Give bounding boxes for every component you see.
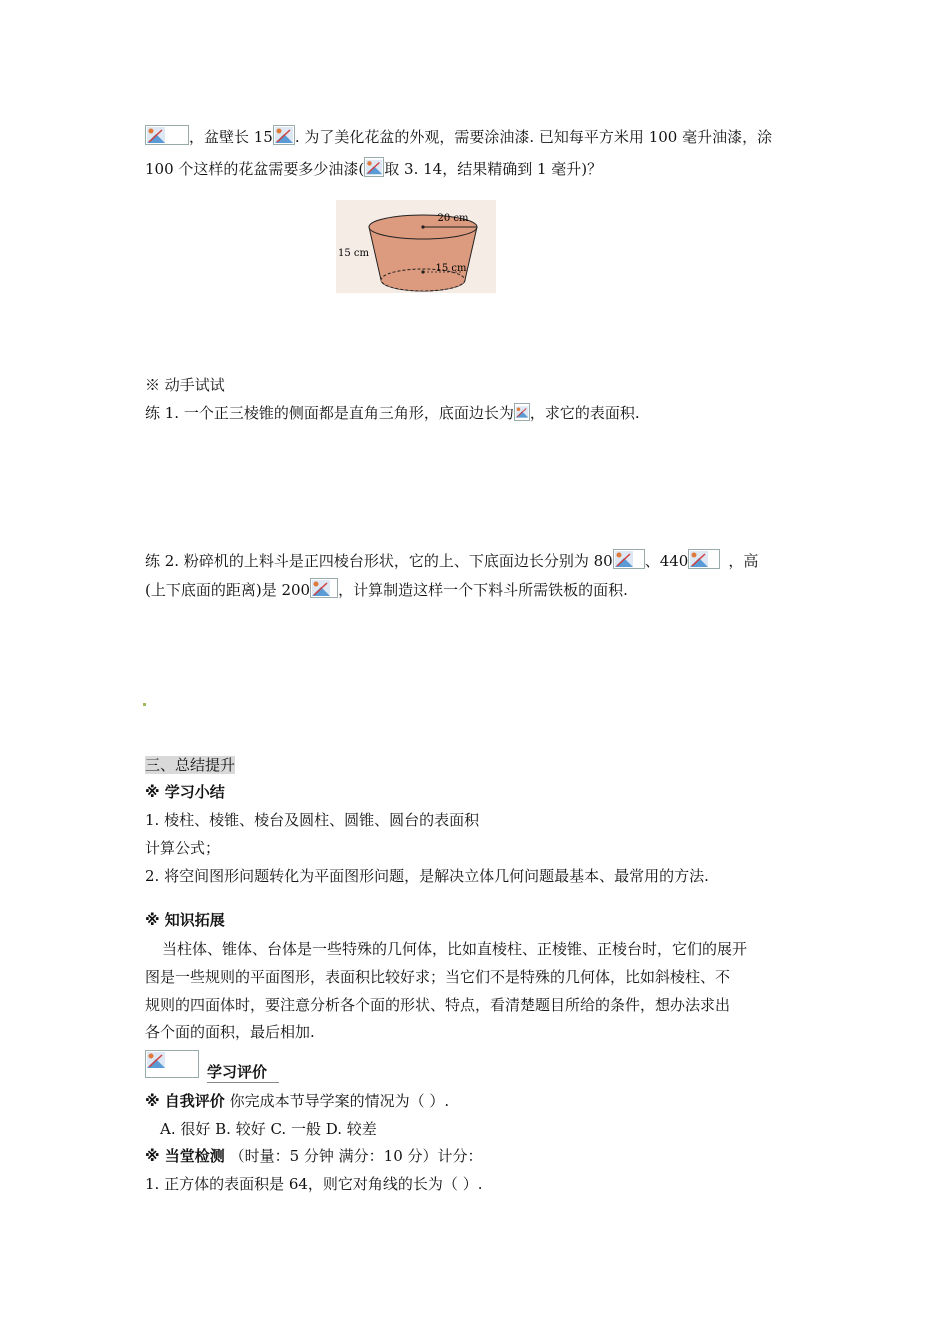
extension-p2: 图是一些规则的平面图形，表面积比较好求；当它们不是特殊的几何体，比如斜棱柱、不: [145, 968, 731, 986]
bottom-radius-label: 15 cm: [435, 263, 467, 274]
exercise-2-line-1: 练 2. 粉碎机的上料斗是正四棱台形状，它的上、下底面边长分别为 80 、440 ，高: [145, 549, 758, 571]
broken-image-icon: [145, 1050, 199, 1078]
evaluation-options: A. 很好 B. 较好 C. 一般 D. 较差: [160, 1120, 377, 1138]
try-heading: ※ 动手试试: [145, 376, 225, 394]
evaluation-header: [145, 1050, 279, 1080]
top-radius-label: 20 cm: [437, 213, 469, 224]
broken-image-icon: [310, 578, 338, 598]
summary-item-2: 2. 将空间图形问题转化为平面图形问题，是解决立体几何问题最基本、最常用的方法.: [145, 867, 709, 885]
flower-pot-diagram: [336, 200, 496, 293]
exercise-1: 练 1. 一个正三棱锥的侧面都是直角三角形，底面边长为 ，求它的表面积.: [145, 404, 640, 422]
self-evaluation: ※ 自我评价 你完成本节导学案的情况为（ ）.: [145, 1092, 450, 1110]
class-test: ※ 当堂检测 （时量：5 分钟 满分：10 分）计分：: [145, 1147, 483, 1165]
broken-image-icon: [273, 125, 295, 145]
broken-image-icon: [514, 403, 530, 421]
summary-item-1-cont: 计算公式；: [145, 839, 221, 857]
extension-p1: 当柱体、锥体、台体是一些特殊的几何体，比如直棱柱、正棱锥、正棱台时，它们的展开: [162, 940, 748, 958]
height-label: 15 cm: [338, 248, 369, 259]
summary-item-1: 1. 棱柱、棱锥、棱台及圆柱、圆锥、圆台的表面积: [145, 811, 480, 829]
exercise-2-line-2: (上下底面的距离)是 200 ，计算制造这样一个下料斗所需铁板的面积.: [145, 578, 628, 600]
study-summary-heading: ※ 学习小结: [145, 783, 225, 801]
section-title: 三、总结提升: [145, 756, 236, 774]
broken-image-icon: [613, 549, 645, 569]
broken-image-icon: [364, 157, 384, 177]
stray-mark: [143, 703, 146, 706]
broken-image-icon: [688, 549, 720, 569]
problem-line-2: 100 个这样的花盆需要多少油漆( 取 3. 14，结果精确到 1 毫升)？: [145, 157, 602, 179]
extension-p4: 各个面的面积，最后相加.: [145, 1023, 315, 1041]
problem-line-1: ，盆壁长 15 . 为了美化花盆的外观，需要涂油漆. 已知每平方米用 100 毫升油漆，涂: [145, 125, 772, 147]
evaluation-title: 学习评价: [207, 1062, 279, 1083]
flower-pot-figure: [336, 200, 496, 293]
extension-heading: ※ 知识拓展: [145, 911, 225, 929]
extension-p3: 规则的四面体时，要注意分析各个面的形状、特点，看清楚题目所给的条件，想办法求出: [145, 996, 731, 1014]
broken-image-icon: [145, 125, 189, 145]
test-question-1: 1. 正方体的表面积是 64，则它对角线的长为（ ）.: [145, 1175, 483, 1193]
